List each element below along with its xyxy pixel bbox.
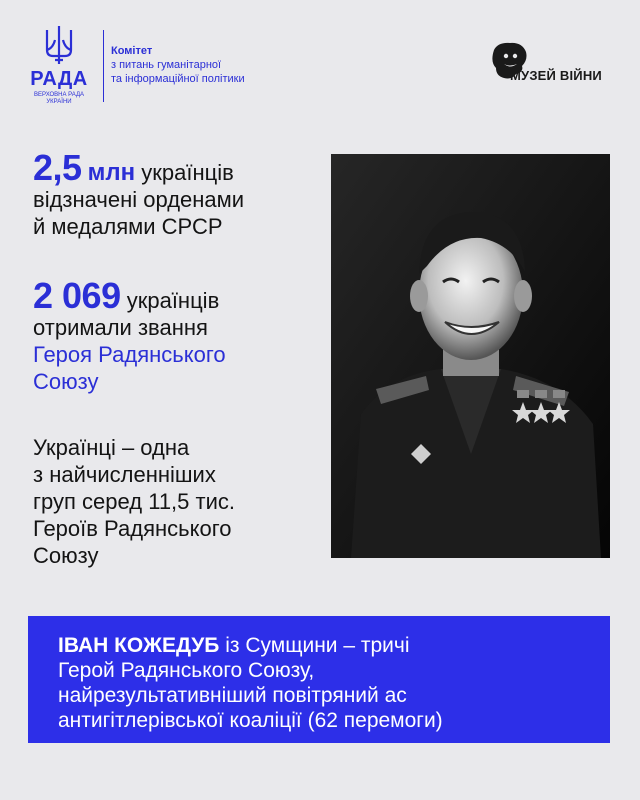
- stat-text: відзначені орденами: [33, 187, 245, 212]
- stat-text: українців: [141, 160, 234, 185]
- stat-unit: млн: [87, 159, 136, 186]
- portrait-photo: [331, 154, 610, 558]
- stat-number: 2 069: [33, 275, 121, 316]
- stat-text: й медалями СРСР: [33, 214, 223, 239]
- hero-banner: [28, 616, 610, 743]
- stat-text: Героїв Радянського: [33, 516, 232, 541]
- banner-line: Герой Радянського Союзу,: [58, 659, 315, 682]
- header-divider: [103, 30, 104, 102]
- stat-awarded: [33, 147, 333, 240]
- stat-text: українців: [126, 288, 220, 313]
- rada-logo: [30, 20, 88, 106]
- museum-label: МУЗЕЙ ВІЙНИ: [510, 68, 602, 83]
- rada-subtitle-line: ВЕРХОВНА РАДА: [33, 92, 85, 98]
- rada-title: РАДА: [30, 68, 88, 90]
- banner-line: антигітлерівської коаліції (62 перемоги): [58, 709, 443, 732]
- stat-share: [33, 434, 323, 569]
- stat-heroes: [33, 275, 333, 395]
- banner-text: [58, 633, 603, 733]
- committee-line: з питань гуманітарної: [111, 59, 222, 71]
- committee-line: Комітет: [111, 45, 153, 57]
- banner-line: із Сумщини – тричі: [219, 634, 410, 657]
- stat-highlight: Союзу: [33, 369, 99, 394]
- portrait-illustration: [331, 154, 610, 558]
- stat-text: з найчисленніших: [33, 462, 216, 487]
- stat-highlight: Героя Радянського: [33, 342, 226, 367]
- stat-number: 2,5: [33, 147, 82, 188]
- stat-text: груп серед 11,5 тис.: [33, 489, 235, 514]
- trident-icon: [43, 24, 75, 66]
- banner-line: найрезультативніший повітряний ас: [58, 684, 407, 707]
- hero-name: ІВАН КОЖЕДУБ: [58, 634, 220, 657]
- committee-name: [111, 44, 245, 86]
- rada-subtitle: [30, 92, 88, 106]
- committee-line: та інформаційної політики: [111, 73, 245, 85]
- rada-subtitle-line: УКРАЇНИ: [46, 99, 72, 105]
- stat-text: Союзу: [33, 543, 99, 568]
- stat-text: отримали звання: [33, 315, 208, 340]
- stat-text: Українці – одна: [33, 435, 190, 460]
